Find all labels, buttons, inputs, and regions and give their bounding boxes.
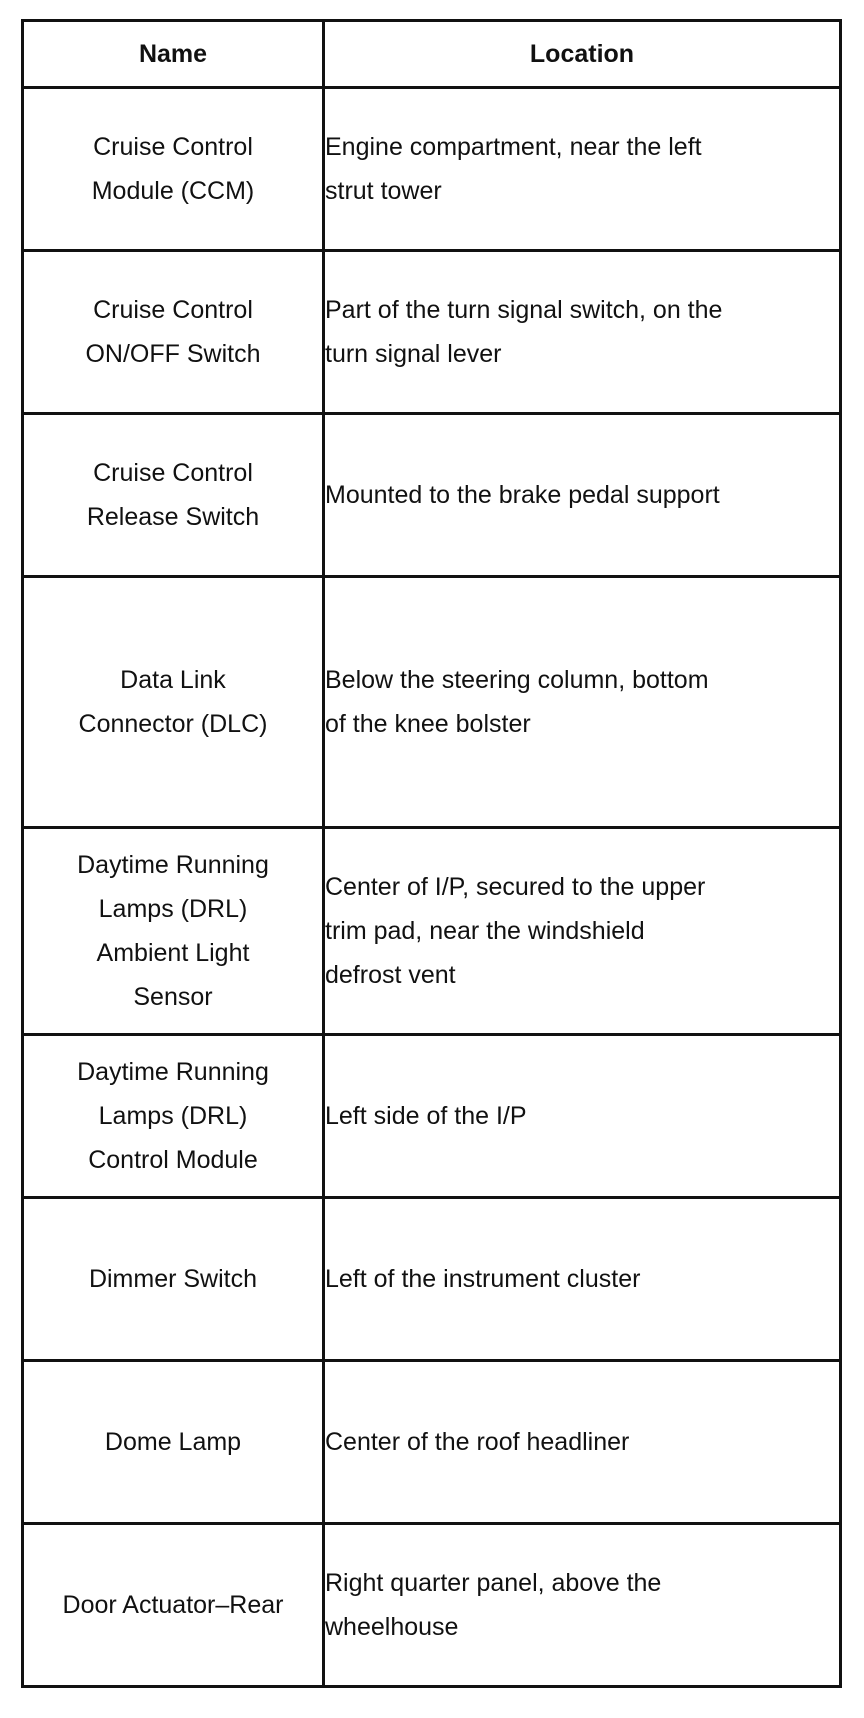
name-cell [23, 414, 324, 577]
component-name: Dome Lamp [104, 1428, 242, 1456]
component-location: Below the steering column, bottom of the knee bolster [325, 666, 709, 738]
table-row [23, 577, 841, 828]
component-location: Center of the roof headliner [325, 1428, 630, 1456]
name-cell [23, 251, 324, 414]
component-location: Mounted to the brake pedal support [325, 481, 720, 509]
table-row [23, 251, 841, 414]
table-row [23, 1524, 841, 1687]
name-cell [23, 828, 324, 1035]
table-row [23, 414, 841, 577]
table-row [23, 1361, 841, 1524]
location-cell [324, 577, 841, 828]
component-location: Center of I/P, secured to the upper trim pad, near the windshield defrost vent [325, 873, 706, 989]
component-location: Left side of the I/P [325, 1102, 527, 1130]
component-name: Cruise Control Module (CCM) [91, 133, 255, 205]
name-cell [23, 1361, 324, 1524]
component-name: Daytime Running Lamps (DRL) Ambient Light Sensor [77, 851, 269, 1011]
component-name: Cruise Control Release Switch [86, 459, 260, 531]
location-cell [324, 1361, 841, 1524]
component-location: Left of the instrument cluster [325, 1265, 641, 1293]
location-column-header: Location [324, 21, 841, 88]
component-name: Data Link Connector (DLC) [78, 666, 268, 738]
table-row [23, 828, 841, 1035]
name-column-header: Name [23, 21, 324, 88]
location-cell [324, 414, 841, 577]
table-row [23, 88, 841, 251]
location-cell [324, 251, 841, 414]
name-cell [23, 577, 324, 828]
name-cell [23, 88, 324, 251]
component-location: Right quarter panel, above the wheelhouse [325, 1569, 662, 1641]
component-location: Engine compartment, near the left strut tower [325, 133, 702, 205]
component-location-table [21, 19, 842, 1688]
header-row [23, 21, 841, 88]
name-cell [23, 1198, 324, 1361]
location-cell [324, 1198, 841, 1361]
location-cell [324, 88, 841, 251]
table-row [23, 1198, 841, 1361]
component-name: Door Actuator–Rear [62, 1591, 284, 1619]
location-cell [324, 1035, 841, 1198]
location-cell [324, 1524, 841, 1687]
component-name: Daytime Running Lamps (DRL) Control Module [77, 1058, 269, 1174]
component-name: Dimmer Switch [88, 1265, 258, 1293]
name-cell [23, 1524, 324, 1687]
component-location: Part of the turn signal switch, on the turn signal lever [325, 296, 723, 368]
table-row [23, 1035, 841, 1198]
location-cell [324, 828, 841, 1035]
name-cell [23, 1035, 324, 1198]
component-name: Cruise Control ON/OFF Switch [85, 296, 261, 368]
